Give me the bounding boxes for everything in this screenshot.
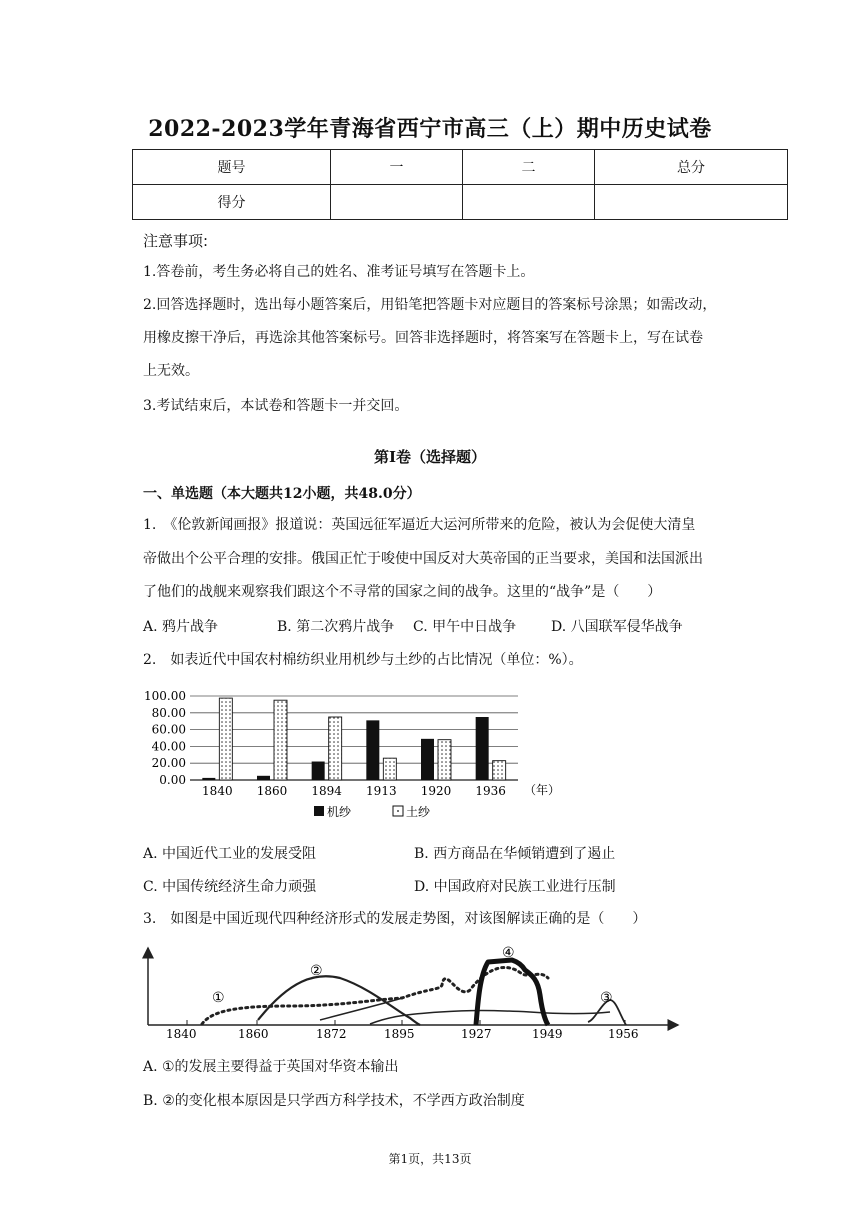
page-footer: 第1页，共13页 [388,1152,472,1166]
bar-native-yarn [383,758,396,780]
bar-machine-yarn [202,778,215,780]
y-tick-label: 0.00 [159,773,186,787]
y-tick-label: 20.00 [151,756,186,771]
bar-machine-yarn [257,776,270,780]
notice-line: 1.答卷前，考生务必将自己的姓名、准考证号填写在答题卡上。 [143,264,535,280]
score-header-cell: 题号 [133,150,331,185]
diagram-x-label: 1927 [461,1027,492,1040]
chart-legend [314,804,431,819]
q1-stem-line: 1. 《伦敦新闻画报》报道说：英国远征军逼近大运河所带来的危险，被认为会促使大清皇 [143,517,696,533]
score-table [132,149,788,220]
yarn-share-chart [140,684,560,826]
diagram-x-label: 1949 [532,1027,563,1040]
bar-native-yarn [493,761,506,780]
y-tick-label: 100.00 [144,689,186,703]
bar-machine-yarn [421,739,434,780]
x-tick-label: 1840 [202,784,233,798]
diagram-x-label: 1840 [166,1027,197,1040]
y-tick-label: 40.00 [151,739,186,754]
economy-trend-diagram [140,940,685,1040]
bar-machine-yarn [312,762,325,780]
score-header-cell: 二 [463,150,595,185]
q2-option-b: B. 西方商品在华倾销遭到了遏止 [414,846,616,862]
q1-option-c: C. 甲午中日战争 [413,619,517,635]
diagram-x-label: 1872 [316,1027,347,1040]
diagram-marker-3: ③ [600,990,613,1006]
q1-option-b: B. 第二次鸦片战争 [277,619,395,635]
legend-label-machine-yarn: 机纱 [327,805,352,819]
notice-heading: 注意事项: [143,232,209,250]
x-tick-label: 1860 [256,784,288,798]
diagram-x-label: 1860 [238,1027,269,1040]
score-row-label: 得分 [133,185,331,220]
q2-stem: 2. 如表近代中国农村棉纺织业用机纱与土纱的占比情况（单位：%）。 [143,652,583,668]
q3-stem: 3. 如图是中国近现代四种经济形式的发展走势图，对该图解读正确的是（ ） [143,911,647,927]
section-title: 第I卷（选择题） [373,448,487,466]
notice-line: 上无效。 [143,363,199,379]
score-cell [463,185,595,220]
y-tick-label: 80.00 [151,705,186,720]
q2-option-c: C. 中国传统经济生命力顽强 [143,879,317,895]
diagram-marker-1: ① [212,990,225,1006]
y-tick-label: 60.00 [151,722,186,737]
bar-native-yarn [274,700,287,780]
chart-x-unit: （年） [524,783,560,797]
x-tick-label: 1936 [475,784,506,798]
diagram-x-label: 1895 [384,1027,415,1040]
bar-machine-yarn [366,720,379,780]
q3-option-b: B. ②的变化根本原因是只学西方科学技术，不学西方政治制度 [143,1093,525,1109]
q1-option-d: D. 八国联军侵华战争 [551,619,683,635]
q2-option-a: A. 中国近代工业的发展受阻 [143,846,317,862]
bar-native-yarn [219,698,232,780]
q1-stem-line: 帝做出个公平合理的安排。俄国正忙于唆使中国反对大英帝国的正当要求，美国和法国派出 [143,551,703,567]
q1-stem-line: 了他们的战舰来观察我们跟这个不寻常的国家之间的战争。这里的“战争”是（ ） [143,584,662,600]
x-tick-label: 1894 [311,784,342,798]
score-cell [595,185,788,220]
diagram-marker-4: ④ [502,945,515,961]
score-header-cell: 总分 [595,150,788,185]
chart-y-ticks [144,689,186,787]
q2-option-d: D. 中国政府对民族工业进行压制 [414,879,616,895]
notice-line: 2.回答选择题时，选出每小题答案后，用铅笔把答题卡对应题目的答案标号涂黑；如需改动， [143,297,717,313]
score-table-score-row [133,185,788,220]
bar-native-yarn [329,717,342,780]
part-heading: 一、单选题（本大题共12小题，共48.0分） [143,486,421,502]
q1-option-a: A. 鸦片战争 [143,619,219,635]
score-header-cell: 一 [331,150,463,185]
chart-bars [202,698,505,780]
chart-grid [190,696,518,780]
curve-4-bold [476,960,548,1025]
page-title: 2022-2023学年青海省西宁市高三（上）期中历史试卷 [148,116,712,142]
score-cell [331,185,463,220]
diagram-x-label: 1956 [608,1027,639,1040]
q3-option-a: A. ①的发展主要得益于英国对华资本输出 [143,1059,399,1075]
curve-lower-solid [370,1011,610,1025]
x-tick-label: 1920 [420,784,452,798]
legend-swatch-machine-yarn [314,806,324,816]
legend-label-native-yarn: 土纱 [406,805,431,819]
notice-line: 3.考试结束后，本试卷和答题卡一并交回。 [143,398,409,414]
x-tick-label: 1913 [366,784,397,798]
legend-swatch-dot [397,810,399,812]
chart-x-ticks [202,784,506,798]
bar-native-yarn [438,740,451,780]
bar-machine-yarn [476,717,489,780]
notice-line: 用橡皮擦干净后，再选涂其他答案标号。回答非选择题时，将答案写在答题卡上，写在试卷 [143,330,703,346]
score-table-header-row [133,150,788,185]
diagram-marker-2: ② [310,963,323,979]
